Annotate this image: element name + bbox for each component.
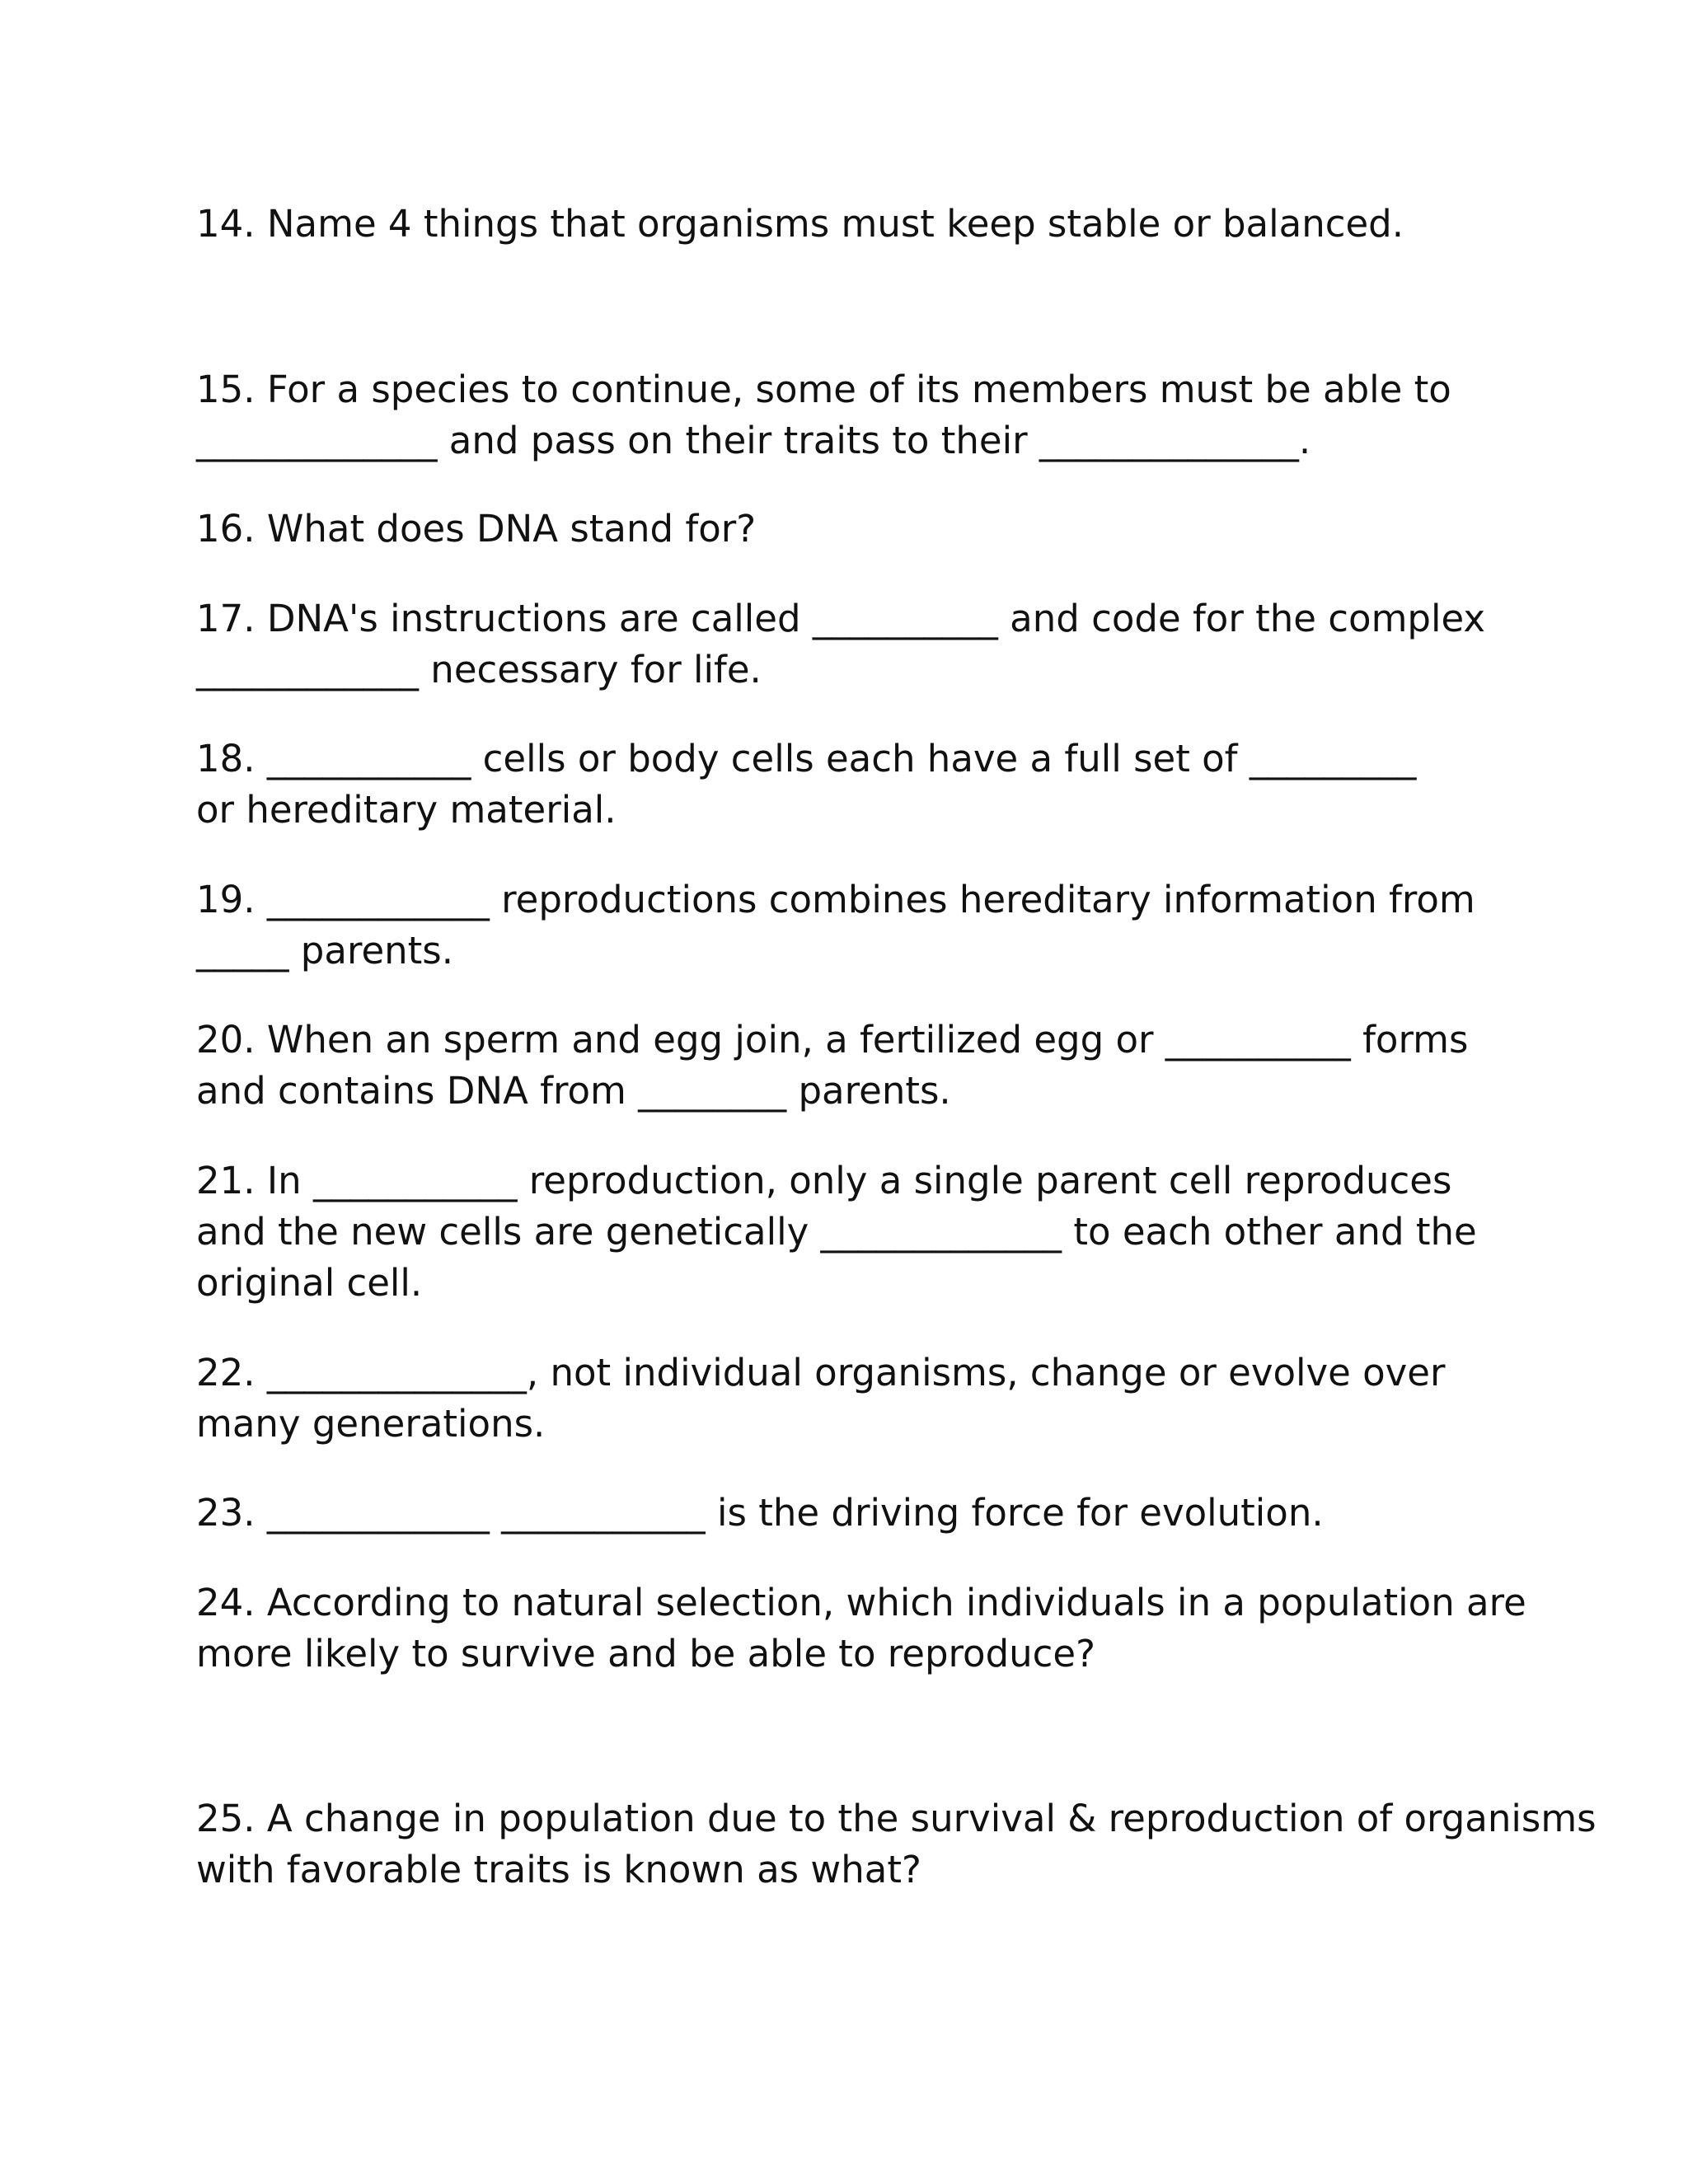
question-line: and contains DNA from ________ parents. (196, 1069, 951, 1113)
question-line: more likely to survive and be able to reproduce? (196, 1632, 1095, 1675)
question-line: 17. DNA's instructions are called __________ and code for the complex (196, 597, 1485, 640)
question-19 (196, 874, 1498, 977)
question-line: 22. ______________, not individual organisms, change or evolve over (196, 1351, 1446, 1394)
question-15 (196, 364, 1498, 466)
question-line: 25. A change in population due to the survival & reproduction of organisms (196, 1797, 1597, 1840)
question-20 (196, 1015, 1498, 1117)
question-line: 14. Name 4 things that organisms must keep stable or balanced. (196, 202, 1404, 246)
question-line: 15. For a species to continue, some of its members must be able to (196, 368, 1451, 411)
question-line: 16. What does DNA stand for? (196, 507, 757, 551)
question-18 (196, 733, 1498, 836)
question-line: or hereditary material. (196, 788, 617, 832)
question-line: and the new cells are genetically _____________ to each other and the (196, 1210, 1477, 1254)
question-line: 20. When an sperm and egg join, a fertilized egg or __________ forms (196, 1018, 1469, 1062)
question-line: many generations. (196, 1402, 546, 1446)
question-line: 18. ___________ cells or body cells each have a full set of _________ (196, 737, 1417, 780)
question-line: with favorable traits is known as what? (196, 1848, 921, 1891)
question-line: 21. In ___________ reproduction, only a single parent cell reproduces (196, 1159, 1452, 1202)
question-16 (196, 504, 1498, 555)
question-17 (196, 593, 1498, 696)
question-24 (196, 1577, 1526, 1680)
question-line: 19. ____________ reproductions combines hereditary information from (196, 878, 1475, 921)
question-line: _____ parents. (196, 929, 454, 972)
question-22 (196, 1347, 1498, 1450)
question-line: 24. According to natural selection, which individuals in a population are (196, 1581, 1526, 1624)
question-21 (196, 1155, 1498, 1309)
question-25 (196, 1793, 1597, 1896)
question-23 (196, 1488, 1498, 1539)
question-line: _____________ and pass on their traits to their ______________. (196, 419, 1311, 462)
question-line: 23. ____________ ___________ is the driving force for evolution. (196, 1491, 1324, 1535)
question-line: original cell. (196, 1261, 423, 1305)
question-line: ____________ necessary for life. (196, 648, 762, 691)
question-14 (196, 199, 1498, 250)
